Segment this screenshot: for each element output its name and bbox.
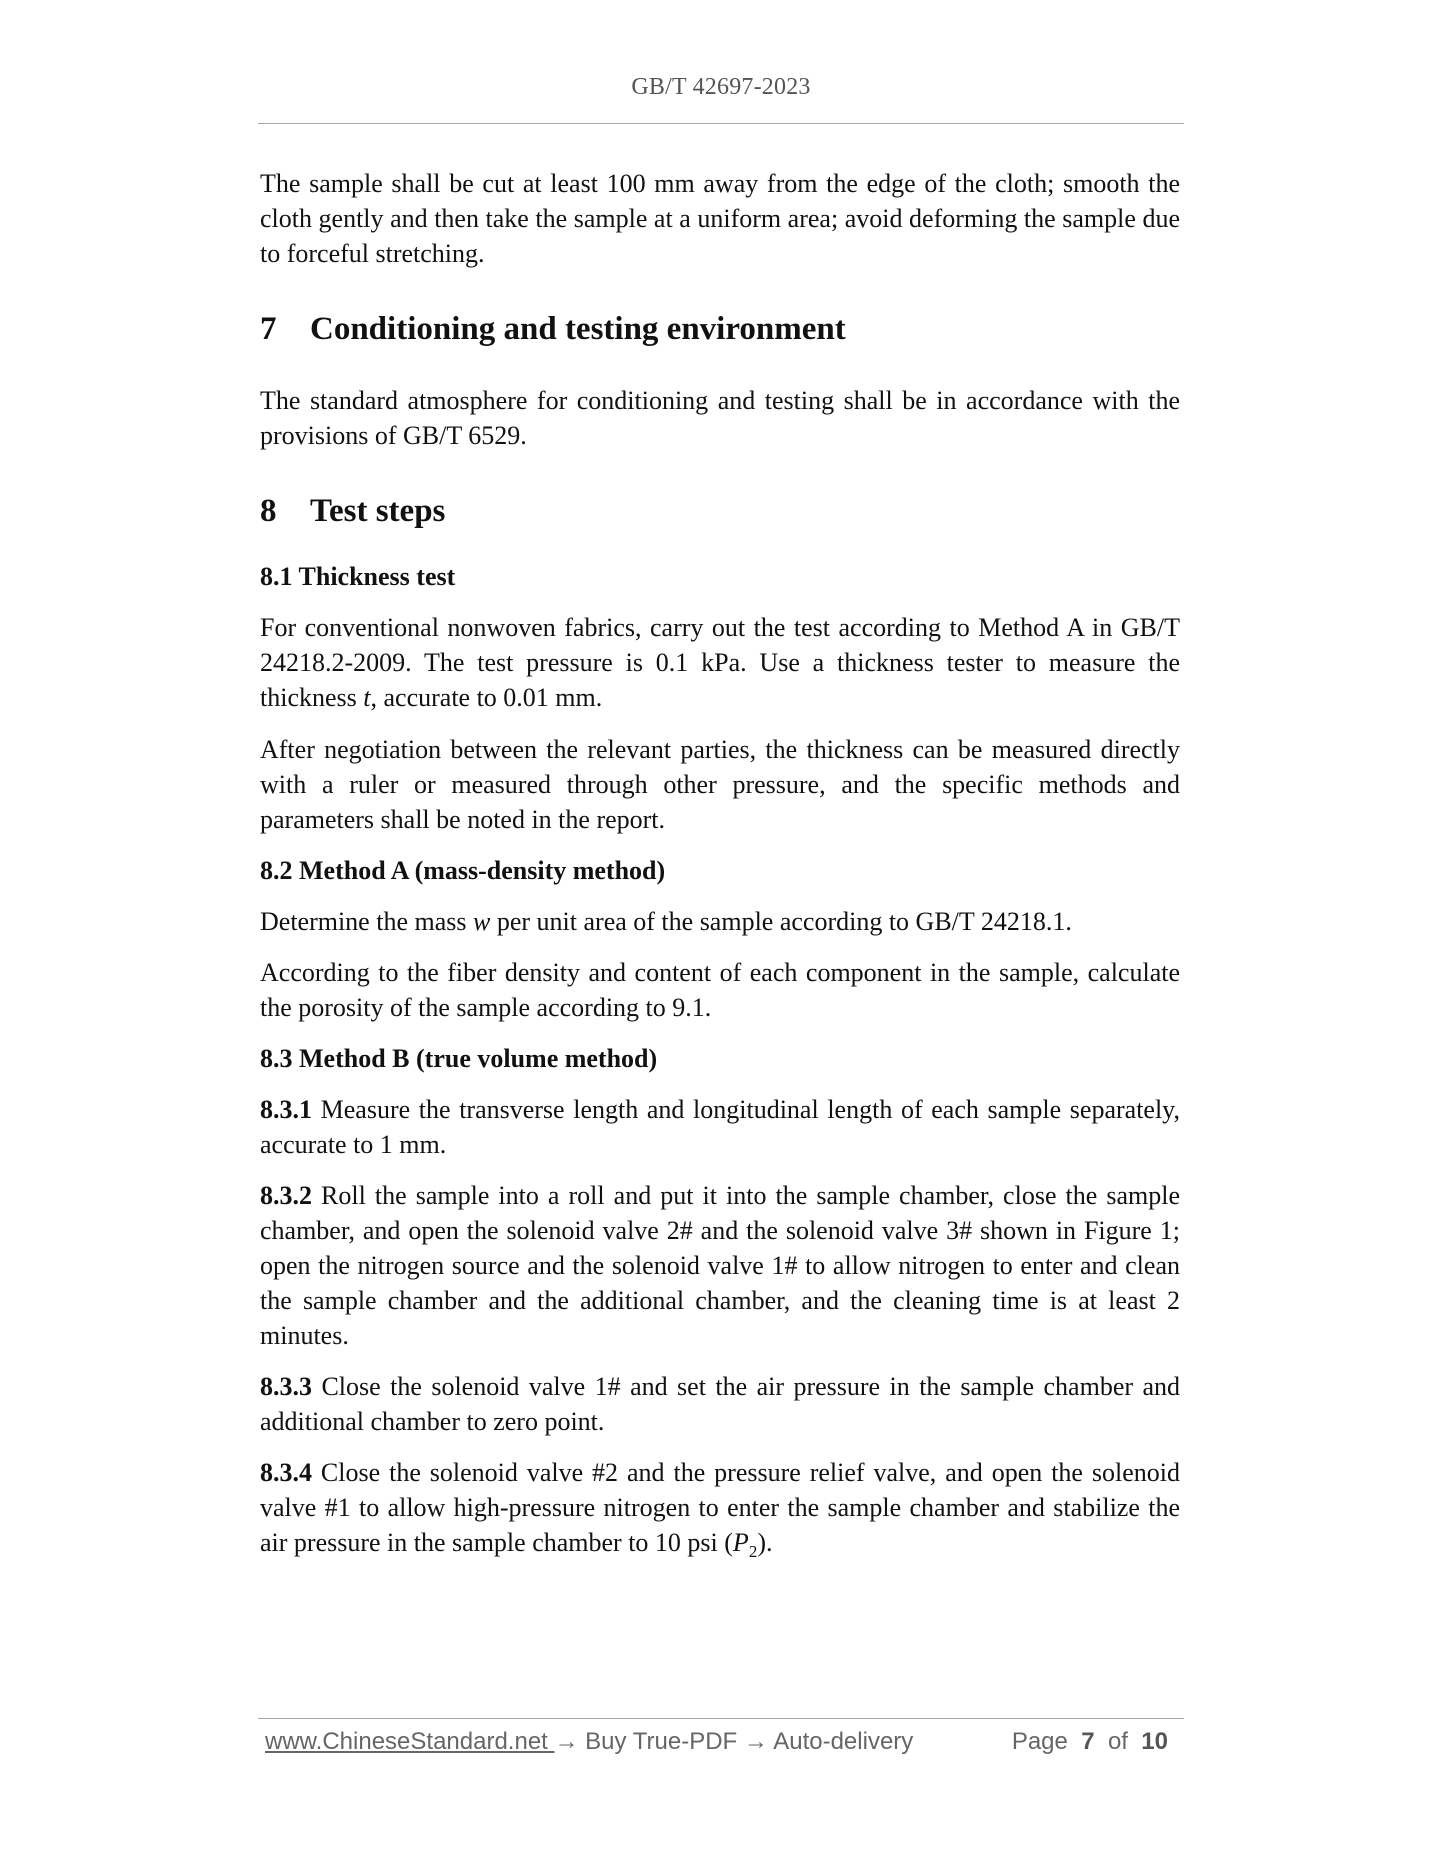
current-page: 7	[1081, 1728, 1095, 1755]
clause-8-3-2: 8.3.2 Roll the sample into a roll and put it into the sample chamber, close the sample chamber, and open the solenoid valve 2# and the solenoid valve 3# shown in Figure 1; open the nitrogen source and the solenoid valve 1# to allow nitrogen to enter and clean the sample chamber and the additional chamber, and the cleaning time is at least 2 minutes.	[260, 1181, 1180, 1350]
subsection-8-3-heading: 8.3 Method B (true volume method)	[260, 1044, 658, 1073]
section-7-heading	[260, 309, 1180, 349]
page-number: Page 7 of 10	[1011, 1728, 1168, 1755]
footer-promo	[265, 1728, 913, 1756]
buy-true-pdf-text: Buy True-PDF	[578, 1728, 744, 1755]
clause-8-3-1: 8.3.1 Measure the transverse length and longitudinal length of each sample separately, accurate to 1 mm.	[260, 1095, 1180, 1159]
section-8-title: Test steps	[310, 493, 446, 529]
clause-8-3-3: 8.3.3 Close the solenoid valve 1# and set the air pressure in the sample chamber and additional chamber to zero point.	[260, 1372, 1180, 1436]
section-7-number: 7	[260, 311, 277, 347]
arrow-right-icon: →	[554, 1728, 579, 1755]
auto-delivery-text: Auto-delivery	[767, 1728, 914, 1755]
subsection-8-1-paragraph-2: After negotiation between the relevant parties, the thickness can be measured directly with a ruler or measured through other pressure, and the specific methods and parameters shall be noted in the report.	[260, 735, 1180, 834]
subsection-8-2-paragraph-2: According to the fiber density and content of each component in the sample, calculate the porosity of the sample according to 9.1.	[260, 958, 1180, 1022]
subsection-8-2-heading: 8.2 Method A (mass-density method)	[260, 856, 666, 885]
clause-8-3-4: 8.3.4 Close the solenoid valve #2 and the pressure relief valve, and open the solenoid valve #1 to allow high-pressure nitrogen to enter the sample chamber and stabilize the air pressure in the sample chamber to 10 psi $(P_2)$.	[260, 1458, 1180, 1562]
header-divider	[258, 123, 1184, 124]
subsection-8-1-heading: 8.1 Thickness test	[260, 562, 456, 591]
section-7-title: Conditioning and testing environment	[310, 311, 846, 347]
section-7-paragraph: The standard atmosphere for conditioning and testing shall be in accordance with the provisions of GB/T 6529.	[260, 386, 1180, 450]
page-content	[260, 166, 1180, 1569]
total-pages: 10	[1141, 1728, 1168, 1755]
section-8-number: 8	[260, 493, 277, 529]
subsection-8-2-paragraph-1: Determine the mass w per unit area of the sample according to GB/T 24218.1.	[260, 907, 1072, 936]
arrow-right-icon: →	[743, 1728, 768, 1755]
footer-divider	[258, 1718, 1184, 1719]
page-header: GB/T 42697-2023	[631, 74, 811, 100]
page-footer	[265, 1728, 1180, 1764]
subsection-8-1-paragraph-1: For conventional nonwoven fabrics, carry out the test according to Method A in GB/T 24218.2-2009. The test pressure is 0.1 kPa. Use a thickness tester to measure the thickness t, accurate to 0.01 mm.	[260, 613, 1180, 712]
intro-paragraph: The sample shall be cut at least 100 mm away from the edge of the cloth; smooth the cloth gently and then take the sample at a uniform area; avoid deforming the sample due to forceful stretching.	[260, 169, 1180, 268]
site-link[interactable]: www.ChineseStandard.net	[265, 1728, 555, 1755]
section-8-heading	[260, 491, 1180, 531]
